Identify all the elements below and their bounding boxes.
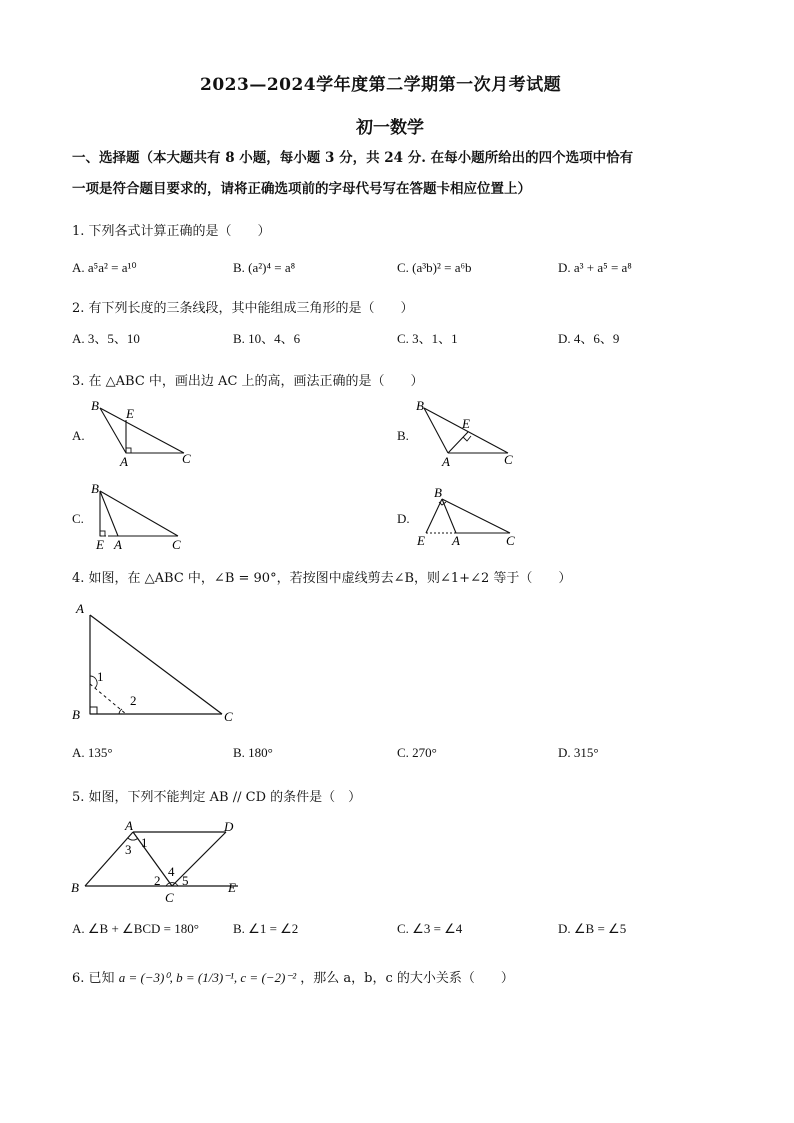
q1-option-c: C. (a³b)² = a⁶b bbox=[397, 260, 472, 275]
section-heading-line2: 一项是符合题目要求的，请将正确选项前的字母代号写在答题卡相应位置上） bbox=[72, 181, 531, 197]
label-E: E bbox=[126, 406, 134, 421]
label-C: C bbox=[182, 451, 191, 466]
q3-figure-c bbox=[88, 481, 198, 553]
label-C: C bbox=[172, 537, 181, 552]
label-1: 1 bbox=[97, 669, 104, 684]
q3-figure-b bbox=[412, 398, 532, 470]
label-A: A bbox=[114, 537, 122, 552]
q3-option-a-label: A. bbox=[72, 428, 85, 443]
label-A: A bbox=[452, 533, 460, 548]
label-E: E bbox=[228, 880, 236, 895]
q3-stem: 3. 在 △ABC 中，画出边 AC 上的高，画法正确的是（ ） bbox=[72, 374, 424, 389]
label-B: B bbox=[434, 485, 442, 500]
q6-stem bbox=[72, 967, 514, 986]
label-B: B bbox=[91, 481, 99, 496]
q6-stem-suffix: ，那么 a，b，c 的大小关系（ ） bbox=[300, 971, 514, 986]
label-3: 3 bbox=[125, 842, 132, 857]
label-E: E bbox=[462, 416, 470, 431]
q2-stem: 2. 有下列长度的三条线段，其中能组成三角形的是（ ） bbox=[72, 301, 414, 316]
q5-stem: 5. 如图，下列不能判定 AB // CD 的条件是（ ） bbox=[72, 790, 362, 805]
label-C: C bbox=[224, 709, 233, 724]
label-B: B bbox=[71, 880, 79, 895]
label-A: A bbox=[120, 454, 128, 469]
q1-option-d: D. a³ + a⁵ = a⁸ bbox=[558, 260, 632, 275]
q2-option-d: D. 4、6、9 bbox=[558, 331, 620, 346]
label-C: C bbox=[165, 890, 174, 905]
q5-option-c: C. ∠3 = ∠4 bbox=[397, 921, 463, 936]
q5-option-d: D. ∠B = ∠5 bbox=[558, 921, 627, 936]
q1-stem: 1. 下列各式计算正确的是（ ） bbox=[72, 224, 271, 239]
label-B: B bbox=[91, 398, 99, 413]
q2-option-a: A. 3、5、10 bbox=[72, 331, 140, 346]
q5-figure bbox=[68, 814, 258, 906]
label-5: 5 bbox=[182, 873, 189, 888]
q3-option-b-label: B. bbox=[397, 428, 409, 443]
section-heading-line1: 一、选择题（本大题共有 8 小题，每小题 3 分，共 24 分. 在每小题所给出的四个选项中恰有 bbox=[72, 150, 634, 166]
q4-figure bbox=[70, 597, 250, 732]
q5-option-a: A. ∠B + ∠BCD = 180° bbox=[72, 921, 199, 936]
exam-subtitle: 初一数学 bbox=[356, 118, 424, 138]
q4-option-d: D. 315° bbox=[558, 745, 599, 760]
label-C: C bbox=[504, 452, 513, 467]
label-A: A bbox=[125, 818, 133, 833]
q2-option-c: C. 3、1、1 bbox=[397, 331, 458, 346]
label-D: D bbox=[224, 819, 234, 834]
label-A: A bbox=[442, 454, 450, 469]
label-E: E bbox=[417, 533, 425, 548]
label-4: 4 bbox=[168, 864, 175, 879]
label-2: 2 bbox=[154, 873, 161, 888]
q3-option-d-label: D. bbox=[397, 511, 410, 526]
q4-option-b: B. 180° bbox=[233, 745, 273, 760]
label-B: B bbox=[416, 398, 424, 413]
q4-option-c: C. 270° bbox=[397, 745, 437, 760]
q1-option-b: B. (a²)⁴ = a⁸ bbox=[233, 260, 296, 275]
exam-title: 2023—2024学年度第二学期第一次月考试题 bbox=[200, 75, 562, 95]
q3-figure-d bbox=[412, 481, 532, 553]
label-C: C bbox=[506, 533, 515, 548]
q6-stem-expression: a = (−3)⁰, b = (1/3)⁻¹, c = (−2)⁻² bbox=[118, 970, 297, 985]
q5-option-b: B. ∠1 = ∠2 bbox=[233, 921, 299, 936]
q4-option-a: A. 135° bbox=[72, 745, 113, 760]
label-B: B bbox=[72, 707, 80, 722]
q1-option-a: A. a⁵a² = a¹⁰ bbox=[72, 260, 137, 275]
label-1: 1 bbox=[141, 835, 148, 850]
q2-option-b: B. 10、4、6 bbox=[233, 331, 301, 346]
label-2: 2 bbox=[130, 693, 137, 708]
q3-figure-a bbox=[88, 398, 208, 470]
q4-stem: 4. 如图，在 △ABC 中，∠B = 90°，若按图中虚线剪去∠B，则∠1+∠2 等于（ ） bbox=[72, 571, 572, 586]
label-A: A bbox=[76, 601, 84, 616]
q3-option-c-label: C. bbox=[72, 511, 84, 526]
label-E: E bbox=[96, 537, 104, 552]
q6-stem-prefix: 6. 已知 bbox=[72, 971, 115, 986]
